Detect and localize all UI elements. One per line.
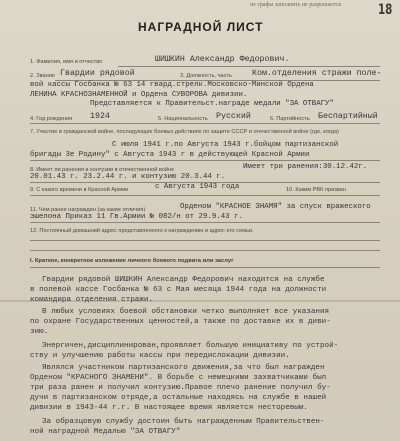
field-4-label: 4. Год рождения — [30, 116, 73, 122]
field-1-value: ШИШКИН Александр Федорович. — [155, 55, 290, 64]
field-3-value: Ком.отделения стражи поле- — [252, 69, 382, 78]
field-12-rule-1 — [30, 240, 380, 241]
field-8-value-1: Имеет три ранения:30.12.42г. — [243, 163, 368, 171]
body-line: ству и улучшению работы кассы при передислокации дивизии. — [30, 352, 290, 360]
field-6-value: Беспартийный — [318, 112, 378, 121]
page-title: НАГРАДНОЙ ЛИСТ — [138, 20, 264, 34]
field-1-rule — [118, 66, 380, 67]
field-3-label: 3. Должность, часть — [180, 73, 232, 79]
field-12-rule-2 — [30, 250, 380, 251]
field-5-value: Русский — [216, 112, 251, 121]
body-line: ной наградной Медалью "ЗА ОТВАГУ" — [30, 428, 181, 436]
field-4-value: 1924 — [90, 112, 110, 121]
section-i-rule — [30, 267, 380, 268]
body-line: командира отделения стражи. — [30, 296, 154, 304]
top-stamp: не графы заполнять не разрешается — [250, 2, 341, 8]
body-line: по охране Государственных ценностей,а также по доставке их в диви- — [30, 318, 331, 326]
field-3-cont-1: вой кассы Госбанка № 63 14 гвард.стрелк.Московско-Минской Ордена — [30, 81, 314, 89]
field-11-rule — [30, 222, 380, 223]
field-9-label: 9. С какого времени в Красной Армии — [30, 187, 129, 193]
field-7-rule — [30, 160, 380, 161]
corner-number: 18 — [378, 2, 393, 18]
presented-for: Представляется к Правительст.награде медали "ЗА ОТВАГУ" — [90, 100, 334, 108]
field-11-value-1: Орденом "КРАСНОЕ ЗНАМЯ" за спуск вражеского — [180, 203, 371, 211]
body-line: В любых условиях боевой обстановки четко выполняет все указания — [42, 308, 330, 316]
field-2-label: 2. Звание — [30, 73, 55, 79]
field-3-cont-2: ЛЕНИНА КРАСНОЗНАМЕННОЙ и Ордена СУВОРОВА дивизии. — [30, 91, 248, 99]
body-line: Орденом "КРАСНОГО ЗНАМЕНИ". В борьбе с немецкими захватчиками был — [30, 374, 327, 382]
body-line: зию. — [30, 328, 49, 336]
field-1-label: 1. Фамилия, имя и отчество — [30, 59, 103, 65]
field-10-label: 10. Каким РВК призван — [286, 187, 346, 193]
field-6-label: 6. Партийность — [270, 116, 310, 122]
field-7-label: 7. Участие в гражданской войне, последующих боевых действиях по защите СССР и отечественной войне (где, когда) — [30, 129, 339, 135]
field-11-label: 11. Чем ранее награжден (за какие отличия) — [30, 207, 146, 213]
body-line: Энергичен,дисциплинирован,проявляет большую инициативу по устрой- — [42, 342, 339, 350]
field-7-value-2: бригады 3е Родину" с Августа 1943 г в действующей Красной Армии — [30, 151, 310, 159]
field-9-10-rule — [30, 195, 380, 196]
field-11-value-2: эшелона Приказ 11 Гв.Армии № 082/н от 29.9.43 г. — [30, 213, 243, 221]
body-line: За образцовую службу достоин быть награжденным Правительствен- — [42, 418, 325, 426]
body-line: дивизии в 1943-44 г.г. В настоящее время является несторевым. — [30, 404, 308, 412]
body-line: Гвардии рядовой ШИШКИН Александр Федорович находится на службе — [42, 276, 325, 284]
body-line: в полевой кассе Госбанка № 63 с Мая месяца 1944 года на должности — [30, 286, 327, 294]
field-8-value-2: 20.01.43 г. 23.2.44 г. и контузию 20.3.44 г. — [30, 173, 226, 181]
body-line: дучи в партизанском отряде,а остальные находясь на службе в нашей — [30, 394, 327, 402]
field-9-value: с Августа 1943 года — [155, 183, 240, 191]
body-line: три раза ранен и получил контузию.Правое плечо ранение получил бу- — [30, 384, 331, 392]
field-7-value-1: С июля 1941 г.по Августа 1943 г.бойцом партизанской — [112, 141, 339, 149]
field-4-6-rule — [30, 123, 380, 124]
body-line: Являлся участником партизанского движения,за что был награжден — [42, 364, 325, 372]
field-2-value: Гвардии рядовой — [60, 69, 135, 78]
field-8-label: 8. Имеет ли ранения и контузии в отечественной войне — [30, 167, 175, 173]
field-5-label: 5. Национальность — [158, 116, 208, 122]
field-12-label: 12. Постоянный домашний адрес представленного к награждению и адрес его семьи. — [30, 228, 254, 234]
section-i-heading: I. Краткое, конкретное изложение личного боевого подвига или заслуг — [30, 258, 234, 264]
